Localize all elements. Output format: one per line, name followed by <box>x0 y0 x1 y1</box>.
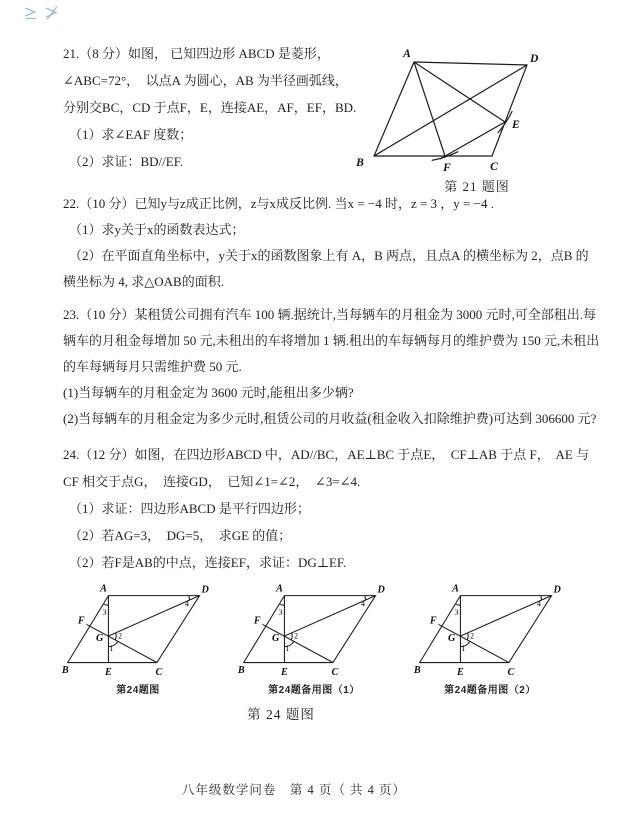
problem-24-line: CF 相交于点G， 连接GD， 已知∠1=∠2， ∠3=∠4. <box>63 474 361 489</box>
problem-21-part-1: （1）求∠EAF 度数； <box>69 127 193 142</box>
label-F: F <box>429 615 437 627</box>
angle-4: 4 <box>360 599 366 609</box>
figure-24-caption: 第24题图 <box>116 685 160 696</box>
segment-AF <box>414 62 445 156</box>
label-D: D <box>377 584 385 596</box>
problem-21 <box>63 40 356 175</box>
label-G: G <box>96 633 104 645</box>
problem-21-line: ∠ABC=72°， 以点A 为圆心，AB 为半径画弧线， <box>63 73 348 88</box>
angle-4: 4 <box>184 599 190 609</box>
angle-3: 3 <box>278 608 283 618</box>
figure-24-labels <box>237 584 386 678</box>
figure-24-main-caption: 第 24 题图 <box>247 707 315 722</box>
segment-AE <box>414 62 505 122</box>
label-D: D <box>553 584 561 596</box>
label-C: C <box>507 667 515 679</box>
label-G: G <box>448 633 456 645</box>
label-C: C <box>490 161 498 173</box>
label-F: F <box>443 162 451 174</box>
label-C: C <box>155 667 163 679</box>
problem-22-line: 横坐标为 4, 求△OAB的面积. <box>63 274 224 289</box>
problem-22-line: 22.（10 分）已知y与z成正比例，z与x成反比例. 当x = −4 时，z = 3 ，y = −4 . <box>63 196 494 211</box>
angle-2: 2 <box>293 631 299 641</box>
problem-24-part-1: （1）求证：四边形ABCD 是平行四边形； <box>69 501 310 516</box>
problem-23-line: 辆车的月租金每增加 50 元,未租出的车将增加 1 辆.租出的车每辆每月的维护费为 150 元,未租出 <box>63 333 600 348</box>
label-B: B <box>413 665 421 677</box>
figure-21-drawing <box>352 44 602 174</box>
parallelogram-and-segments <box>244 596 376 663</box>
angle-1: 1 <box>285 643 290 653</box>
parallelogram-and-segments <box>68 596 200 663</box>
problem-23-part-1: (1)当每辆车的月租金定为 3600 元时,能租出多少辆? <box>63 385 354 400</box>
angle-3: 3 <box>454 608 459 618</box>
angle-4: 4 <box>536 599 542 609</box>
parallelogram-and-segments <box>420 596 552 663</box>
label-A: A <box>403 48 411 60</box>
label-A: A <box>276 583 283 595</box>
figure-21-caption: 第 21 题图 <box>444 179 510 194</box>
label-D: D <box>201 584 209 596</box>
problem-24-part-2: （2）若AG=3， DG=5， 求GE 的值； <box>69 528 292 543</box>
label-E: E <box>281 667 288 679</box>
problem-22-part-1: （1）求y关于x的函数表达式； <box>69 222 245 237</box>
label-F: F <box>253 615 261 627</box>
figure-24-drawing <box>58 583 218 680</box>
problem-24-part-3: （2）若F是AB的中点，连接EF，求证：DG⊥EF. <box>69 555 347 570</box>
problem-23 <box>63 302 599 432</box>
rhombus-and-segments <box>374 62 527 160</box>
figure-24-spare-2-caption: 第24题备用图（2） <box>444 685 536 696</box>
figure-24-labels <box>61 584 210 678</box>
label-A: A <box>452 583 459 595</box>
label-G: G <box>272 633 280 645</box>
angle-2: 2 <box>117 631 123 641</box>
problem-24-line: 24.（12 分）如图，在四边形ABCD 中，AD//BC，AE⊥BC 于点E， CF⊥AB 于点 F， AE 与 <box>63 447 590 462</box>
label-E: E <box>457 667 464 679</box>
page-footer: 八年级数学问卷 第 4 页（ 共 4 页） <box>181 783 407 797</box>
label-A: A <box>100 583 107 595</box>
label-C: C <box>331 667 339 679</box>
figure-24-spare-1-drawing <box>234 583 394 680</box>
label-B: B <box>61 665 69 677</box>
corner-scribble-decoration <box>22 5 64 21</box>
angle-2: 2 <box>469 631 475 641</box>
problem-23-line: 23.（10 分）某租赁公司拥有汽车 100 辆.据统计,当每辆车的月租金为 3000 元时,可全部租出.每 <box>63 307 597 322</box>
problem-22-part-2: （2）在平面直角坐标中，y关于x的函数图象上有 A，B 两点，且点A 的横坐标为 2，点B 的 <box>69 248 589 263</box>
problem-21-line: 21.（8 分）如图， 已知四边形 ABCD 是菱形， <box>63 46 330 61</box>
angle-1: 1 <box>109 643 114 653</box>
problem-22 <box>63 191 589 295</box>
figure-24-spare-1-caption: 第24题备用图（1） <box>268 685 360 696</box>
label-D: D <box>530 53 539 65</box>
angle-3: 3 <box>102 608 107 618</box>
figure-24-main <box>56 583 220 696</box>
label-E: E <box>512 119 520 131</box>
diagonal-BD <box>374 65 527 156</box>
problem-23-part-2: (2)当每辆车的月租金定为多少元时,租赁公司的月收益(租金收入扣除维护费)可达到 306600 元? <box>63 411 597 426</box>
figure-24-row <box>56 583 572 696</box>
problem-23-line: 的车每辆每月只需维护费 50 元. <box>63 359 242 374</box>
figure-24-spare-2 <box>408 583 572 696</box>
segment-EF <box>440 122 505 159</box>
problem-21-part-2: （2）求证：BD//EF. <box>69 154 184 169</box>
angle-1: 1 <box>461 643 466 653</box>
figure-24-labels <box>413 584 562 678</box>
figure-24-spare-2-drawing <box>410 583 570 680</box>
label-B: B <box>237 665 245 677</box>
label-E: E <box>105 667 112 679</box>
problem-21-line: 分别交BC，CD 于点F，E，连接AE，AF，EF，BD. <box>63 100 357 115</box>
label-F: F <box>77 615 85 627</box>
problem-24 <box>63 441 589 576</box>
figure-24-spare-1 <box>232 583 396 696</box>
label-B: B <box>356 157 364 169</box>
figure-21 <box>348 44 606 195</box>
